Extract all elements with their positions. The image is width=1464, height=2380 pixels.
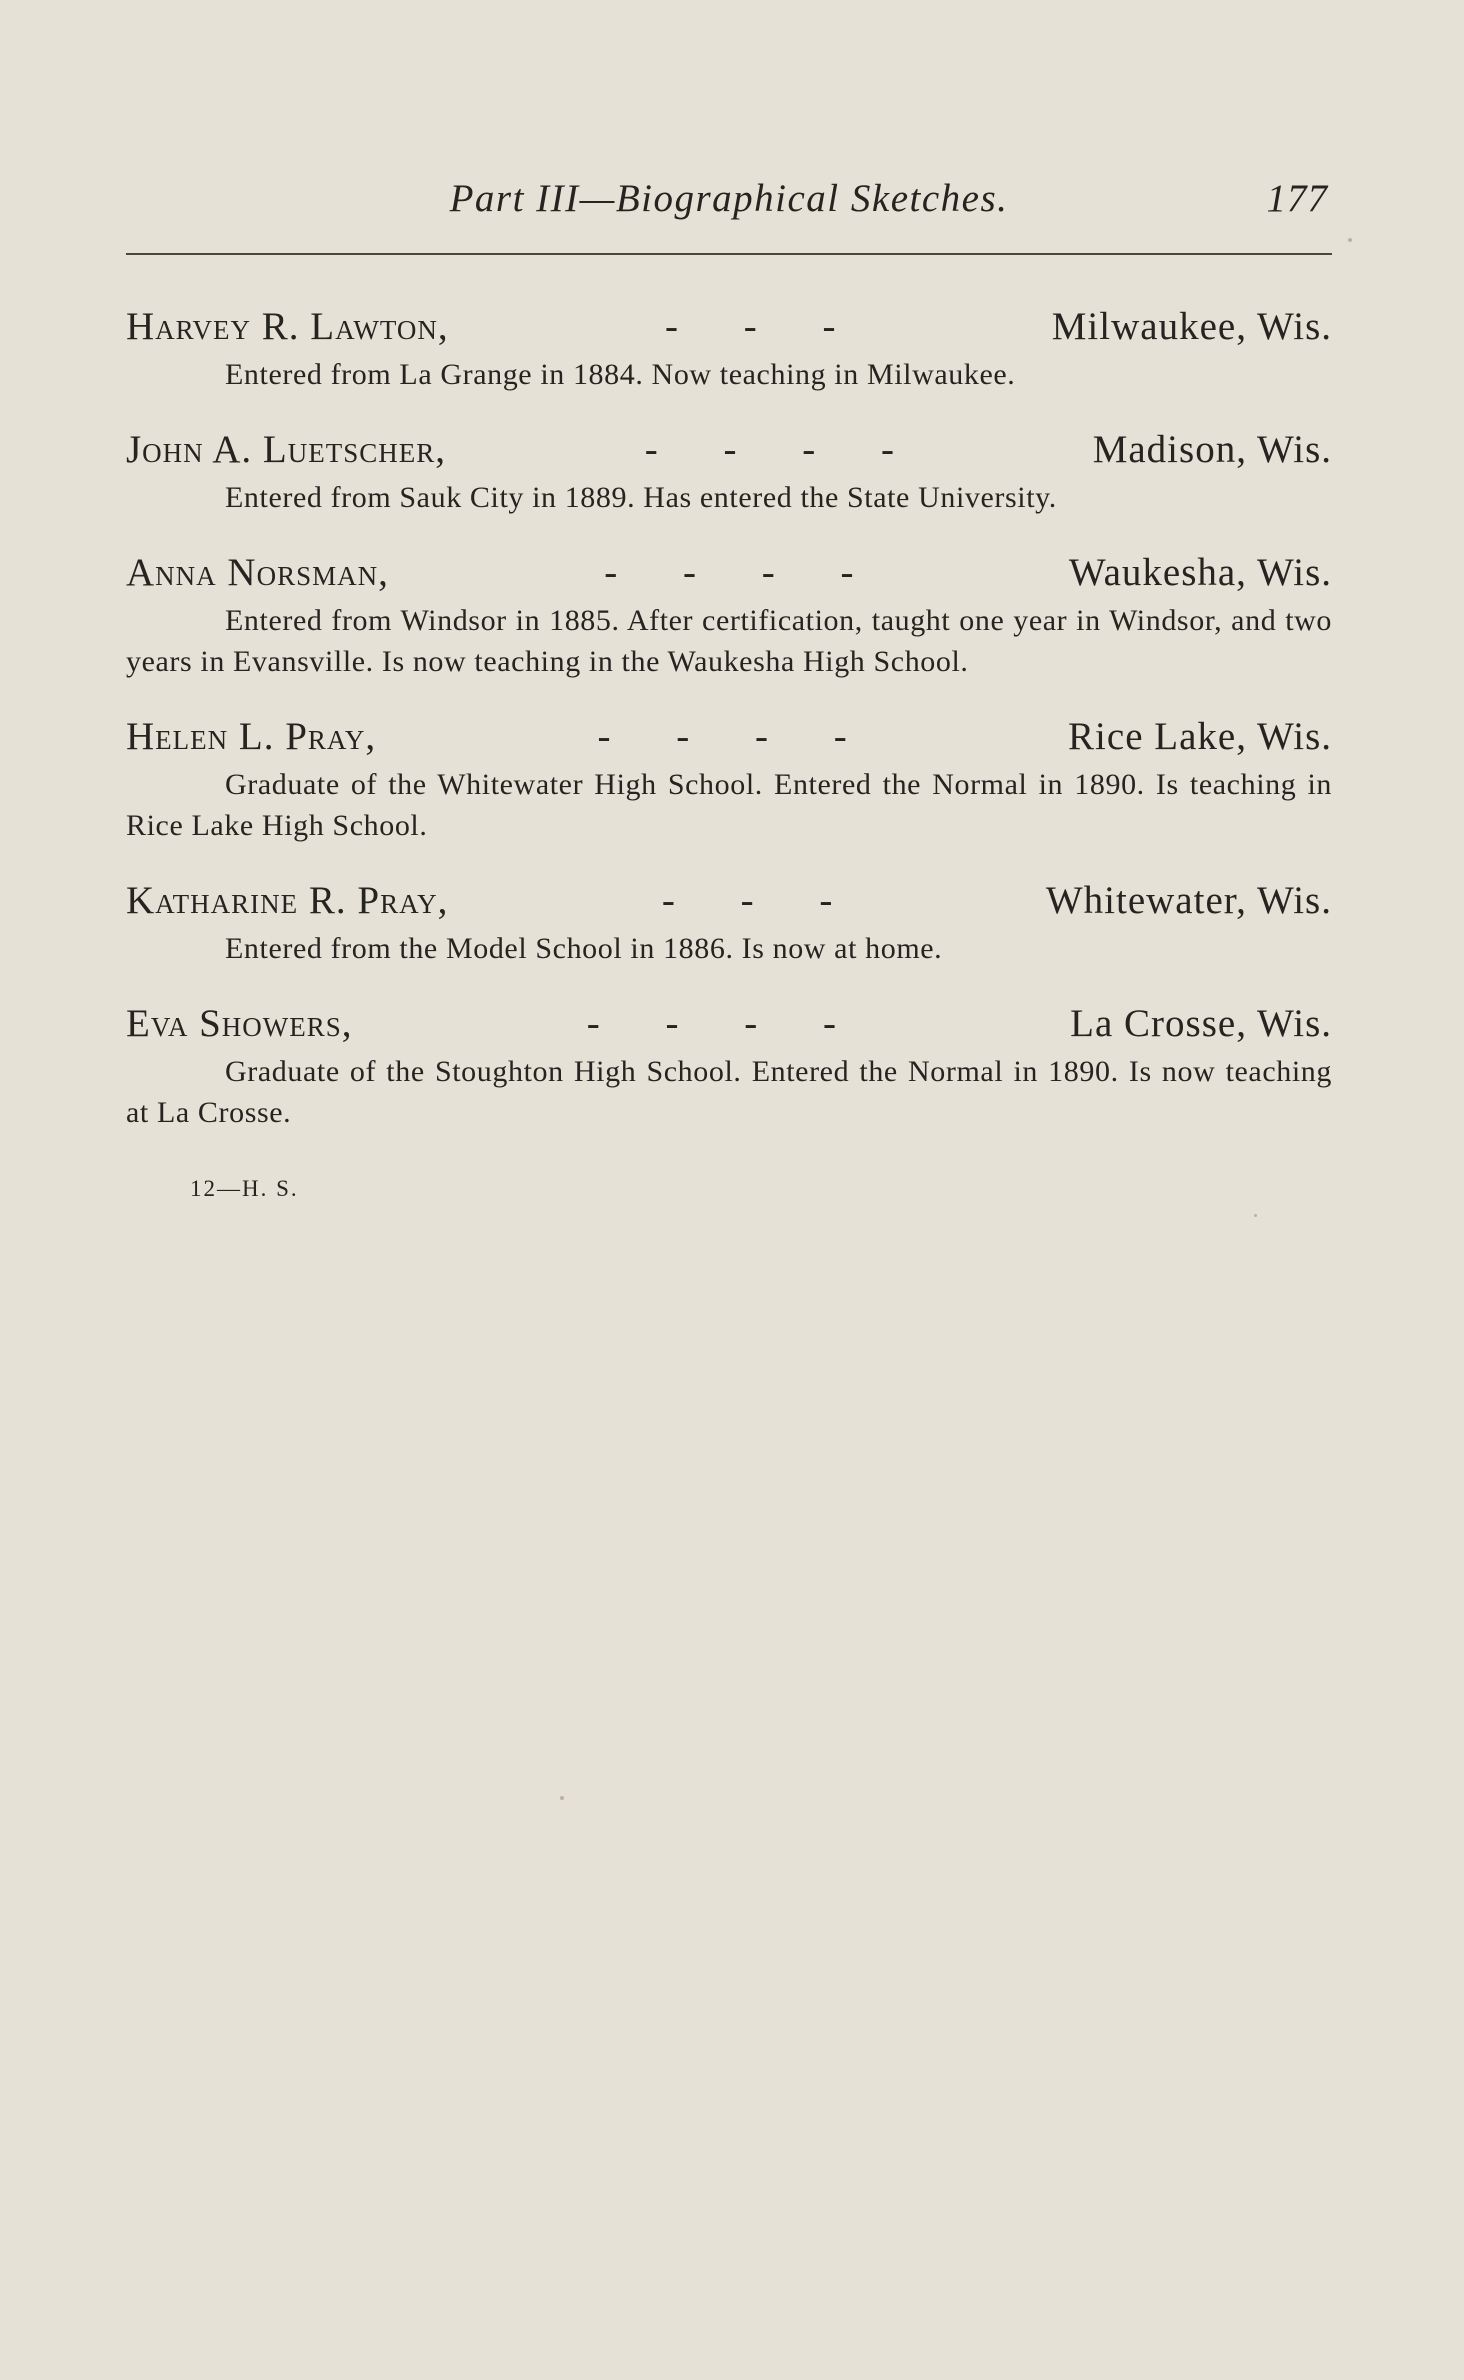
entry-description: Entered from the Model School in 1886. Is now at home. xyxy=(225,932,943,965)
entry-heading xyxy=(126,546,1332,600)
entry-place: Madison, Wis. xyxy=(1092,428,1332,471)
biography-entry xyxy=(126,546,1332,682)
entry-heading xyxy=(126,997,1332,1051)
entry-leader-dashes: - - - - xyxy=(586,1002,864,1045)
entry-place: La Crosse, Wis. xyxy=(1070,1002,1332,1045)
page-header-title: Part III—Biographical Sketches. xyxy=(449,177,1009,220)
entry-leader-dashes: - - - - xyxy=(644,428,922,471)
biography-entry xyxy=(126,300,1332,395)
entry-place: Waukesha, Wis. xyxy=(1068,551,1332,594)
entry-name: Helen L. Pray, xyxy=(126,715,377,758)
entry-heading xyxy=(126,300,1332,354)
biography-entry xyxy=(126,874,1332,969)
biography-entry xyxy=(126,997,1332,1133)
paper-speck xyxy=(1254,1214,1257,1217)
entry-leader-dashes: - - - xyxy=(664,305,864,348)
entry-leader-dashes: - - - xyxy=(661,879,861,922)
entry-leader-dashes: - - - - xyxy=(597,715,875,758)
paper-speck xyxy=(560,1796,564,1800)
header-rule xyxy=(126,253,1332,255)
entry-name: Anna Norsman, xyxy=(126,551,389,594)
entry-description: Entered from Sauk City in 1889. Has entered the State University. xyxy=(225,481,1057,514)
paper-speck xyxy=(1348,238,1352,242)
page-number: 177 xyxy=(1266,177,1328,220)
book-page xyxy=(126,0,1332,2380)
entry-name: Harvey R. Lawton, xyxy=(126,305,449,348)
entry-heading xyxy=(126,423,1332,477)
entry-place: Whitewater, Wis. xyxy=(1045,879,1332,922)
entry-name: Katharine R. Pray, xyxy=(126,879,449,922)
biography-entry xyxy=(126,710,1332,846)
entry-description: Graduate of the Stoughton High School. Entered the Normal in 1890. Is now teaching at La Crosse. xyxy=(126,1055,1332,1129)
signature-mark: 12—H. S. xyxy=(190,1176,299,1201)
entry-place: Milwaukee, Wis. xyxy=(1051,305,1332,348)
entry-description: Entered from La Grange in 1884. Now teaching in Milwaukee. xyxy=(225,358,1016,391)
entry-heading xyxy=(126,874,1332,928)
entry-name: Eva Showers, xyxy=(126,1002,353,1045)
biography-entry xyxy=(126,423,1332,518)
entry-leader-dashes: - - - - xyxy=(604,551,882,594)
entry-heading xyxy=(126,710,1332,764)
entry-place: Rice Lake, Wis. xyxy=(1068,715,1332,758)
entry-description: Graduate of the Whitewater High School. Entered the Normal in 1890. Is teaching in Rice Lake High School. xyxy=(126,768,1332,842)
entry-name: John A. Luetscher, xyxy=(126,428,447,471)
entry-description: Entered from Windsor in 1885. After certification, taught one year in Windsor, and two years in Evansville. Is now teaching in the Waukesha High School. xyxy=(126,604,1332,678)
running-head xyxy=(126,176,1332,236)
biography-list xyxy=(126,300,1332,1161)
